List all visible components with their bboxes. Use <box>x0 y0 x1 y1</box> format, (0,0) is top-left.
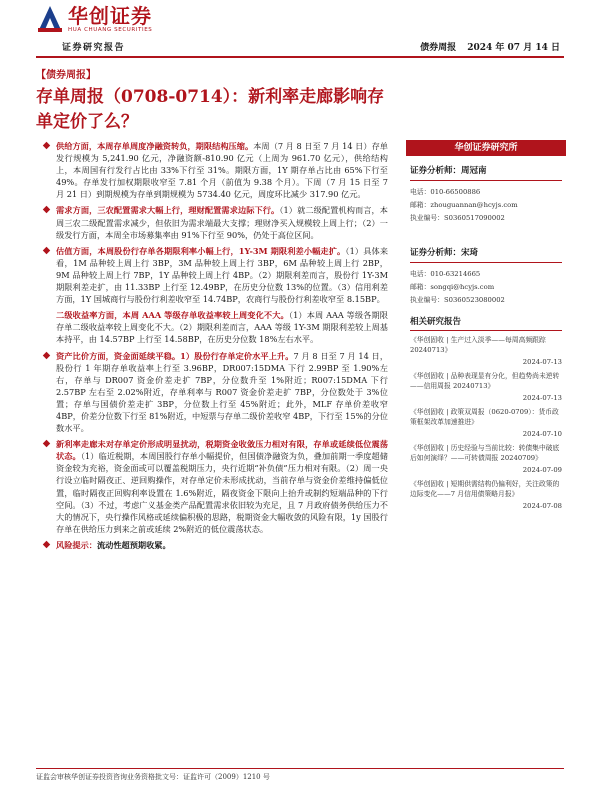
analyst-phone: 电话：010-63214665 <box>410 270 481 278</box>
paragraph-lead: 估值方面，本周股份行存单各期限利率小幅上行，1Y-3M 期限利差小幅走扩。 <box>56 245 346 256</box>
paragraph-valuation <box>42 245 388 305</box>
paragraph-body: （1）临近税期，本周国股行存单小幅提价，但国债净融资为负，叠加前期一季度超储资金较为充裕，资金面或可以覆盖税期压力，央行近期“补负债”压力相对有限。（2）周一央行设立临时隔夜正、逆回购操作，对存单定价未形成扰动，当前存单与资金价差维持偏低位置，临时隔夜正回购利率设置在 1.6%附近，隔夜资金下限向上抬升或制约短端品种的下行空间。（3）不过，考虑广义基金类产品配置需求依旧较为充足，且 7 月政府债务供给压力不大的情况下，央行操作风格或延续偏积极的思路，税期资金大幅收敛的风险有限，1y 国股行存单在供给压力到来之前或延续 2%附近的低位震荡状态。 <box>56 451 388 534</box>
paragraph-lead: 需求方面，三农配置需求大幅上行，理财配置需求边际下行。 <box>56 205 280 216</box>
footer-disclaimer: 证监会审核华创证券投资咨询业务资格批文号：证监许可（2009）1210 号 <box>36 773 270 781</box>
summary-body <box>42 140 388 555</box>
paragraph-body: 本周（7 月 8 日至 7 月 14 日）存单发行规模为 5,241.90 亿元，净融资额-810.90 亿元（上周为 961.70 亿元），供给结构上，本周国有行发行占比由 33%下行至 31%。期限方面，1Y 期存单占比由 65%下行至 49%。存单发行加权期限收窄至 7.81 个月（前值为 9.38 个月）。下周（7 月 15 日至 7 月 21 日）到期规模为存单到期规模为 5734.40 亿元，周度环比减少 317.90 亿元。 <box>56 141 388 200</box>
bullet-diamond-icon <box>43 206 50 213</box>
related-report-text: 《华创固收 | 短期供需结构仍偏利好，关注政策的边际变化——7 月信用债策略月报》 <box>410 480 560 498</box>
related-report-item[interactable] <box>410 407 562 439</box>
paragraph-asset-comparison <box>42 350 388 435</box>
related-reports-title: 相关研究报告 <box>410 315 562 331</box>
page-title: 存单周报（0708-0714）：新利率走廊影响存单定价了么？ <box>36 87 385 132</box>
related-report-item[interactable] <box>410 479 562 511</box>
paragraph-outlook <box>42 438 388 535</box>
paragraph-body: （1）具体来看，1M 品种较上周上行 3BP，3M 品种较上周上行 3BP，6M 品种较上周上行 2BP，9M 品种较上周上行 7BP，1Y 品种较上周上行 4BP。（2）期限利差而言，股份行 1Y-3M 期限利差走扩，由 11.33BP 上行至 12.49BP，在历史分位数 13%的位置。（3）信用利差方面，1Y 国城商行与股份行利差收窄至 14.74BP，农商行与股份行利差收窄至 8.15BP。 <box>56 245 389 305</box>
analyst-title: 证券分析师：宋琦 <box>410 246 562 263</box>
page-header <box>0 0 600 56</box>
footer-divider <box>36 768 564 769</box>
logo-cn: 华创证券 <box>68 3 152 28</box>
header-meta <box>412 40 560 53</box>
analyst-email[interactable]: 邮箱：zhouguannan@hcyjs.com <box>410 201 518 209</box>
paragraph-lead: 资产比价方面，资金面延续平稳。1）股份行存单定价水平上升。 <box>56 350 294 361</box>
analyst-email[interactable]: 邮箱：songqi@hcyjs.com <box>410 283 495 291</box>
related-report-text: 《华创固收 | 政策双周报（0620-0709）：货币政策框架改革加速推进》 <box>410 408 559 426</box>
related-report-item[interactable] <box>410 371 562 403</box>
bullet-diamond-icon <box>43 541 50 548</box>
bullet-diamond-icon <box>43 247 50 254</box>
related-report-text: 《华创固收 | 历史经验与当前比较：转债集中破底后如何演绎？——可转债周报 20240709》 <box>410 444 560 462</box>
logo-en: HUA CHUANG SECURITIES <box>68 26 153 33</box>
paragraph-lead: 新利率走廊未对存单定价形成明显扰动，税期资金收敛压力相对有限，存单或延续低位震荡状态。 <box>56 439 388 462</box>
sidebar-header: 华创证券研究所 <box>406 140 566 156</box>
paragraph-body: 流动性超预期收紧。 <box>96 539 171 550</box>
report-date: 2024 年 07 月 14 日 <box>467 43 560 53</box>
paragraph-body: （1）就二级配置机构而言，本周三农二级配置需求减少，但依旧为需求端最大支撑；理财净买入规模较上周上行；（2）一级发行方面，本周全市场募集率由 91%下行至 90%，仍处于高位区间。 <box>56 205 388 240</box>
related-report-item[interactable] <box>410 443 562 475</box>
report-type: 证券研究报告 <box>62 43 126 53</box>
related-report-date: 2024-07-09 <box>522 466 562 474</box>
bullet-diamond-icon <box>43 351 50 358</box>
paragraph-supply <box>42 140 388 200</box>
paragraph-lead: 二级收益率方面，本周 AAA 等级存单收益率较上周变化不大。 <box>56 310 289 321</box>
related-report-date: 2024-07-13 <box>522 358 562 366</box>
paragraph-body: 7 月 8 日至 7 月 14 日，股份行 1 年期存单收益率上行至 3.96BP，DR007:15DMA 下行 2.99BP 至 1.90%左右，存单与 DR007 资金价差走扩 7BP，分位数升至 1%附近；R007:15DMA 下行 2.57BP 左右至 2.02%附近，存单利率与 R007 资金价差走扩 7BP，分位数处于 3%位置；存单与国债价差走扩 3BP，分位数上行至 45%附近；此外，MLF 存单价差收窄 4BP，价差分位数下行至 81%附近，中短票与存单二级价差收窄 4BP，下行至 15%的分位数水平。 <box>56 350 389 434</box>
header-divider <box>36 56 564 58</box>
company-logo <box>36 4 152 34</box>
paragraph-lead: 风险提示： <box>56 539 97 550</box>
report-series: 债券周报 <box>420 43 457 53</box>
logo-mark-icon <box>36 4 64 34</box>
analyst-phone: 电话：010-66500886 <box>410 188 481 196</box>
related-report-date: 2024-07-10 <box>522 430 562 438</box>
sidebar <box>406 140 566 515</box>
analyst-title: 证券分析师：周冠南 <box>410 164 562 181</box>
paragraph-lead: 供给方面，本周存单周度净融资转负，期限结构压缩。 <box>56 141 254 151</box>
paragraph-secondary-yield <box>42 309 388 345</box>
paragraph-demand <box>42 204 388 240</box>
analyst-license: 执业编号：S0360517090002 <box>410 214 505 222</box>
related-report-text: 《华创固收 | 品种表现显有分化，但趋势尚未逆转——信用周报 20240713》 <box>410 372 560 390</box>
paragraph-body: （1）本周 AAA 等级各期限存单二级收益率较上周变化不大。（2）期限利差而言，AAA 等级 1Y-3M 期限利差较上周基本持平，由 14.57BP 上行至 14.58BP，在历史分位数 18%左右水平。 <box>56 310 388 345</box>
related-report-text: 《华创固收 | 生产过入淡季——每周高频跟踪 20240713》 <box>410 336 546 354</box>
report-tag: 【债券周报】 <box>36 70 96 81</box>
analyst-card <box>406 246 566 305</box>
bullet-diamond-icon <box>43 440 50 447</box>
bullet-diamond-icon <box>43 142 50 149</box>
analyst-license: 执业编号：S0360523080002 <box>410 296 505 304</box>
paragraph-risk <box>42 539 388 551</box>
related-report-date: 2024-07-08 <box>522 502 562 510</box>
analyst-card <box>406 164 566 223</box>
related-report-date: 2024-07-13 <box>522 394 562 402</box>
related-report-item[interactable] <box>410 335 562 367</box>
